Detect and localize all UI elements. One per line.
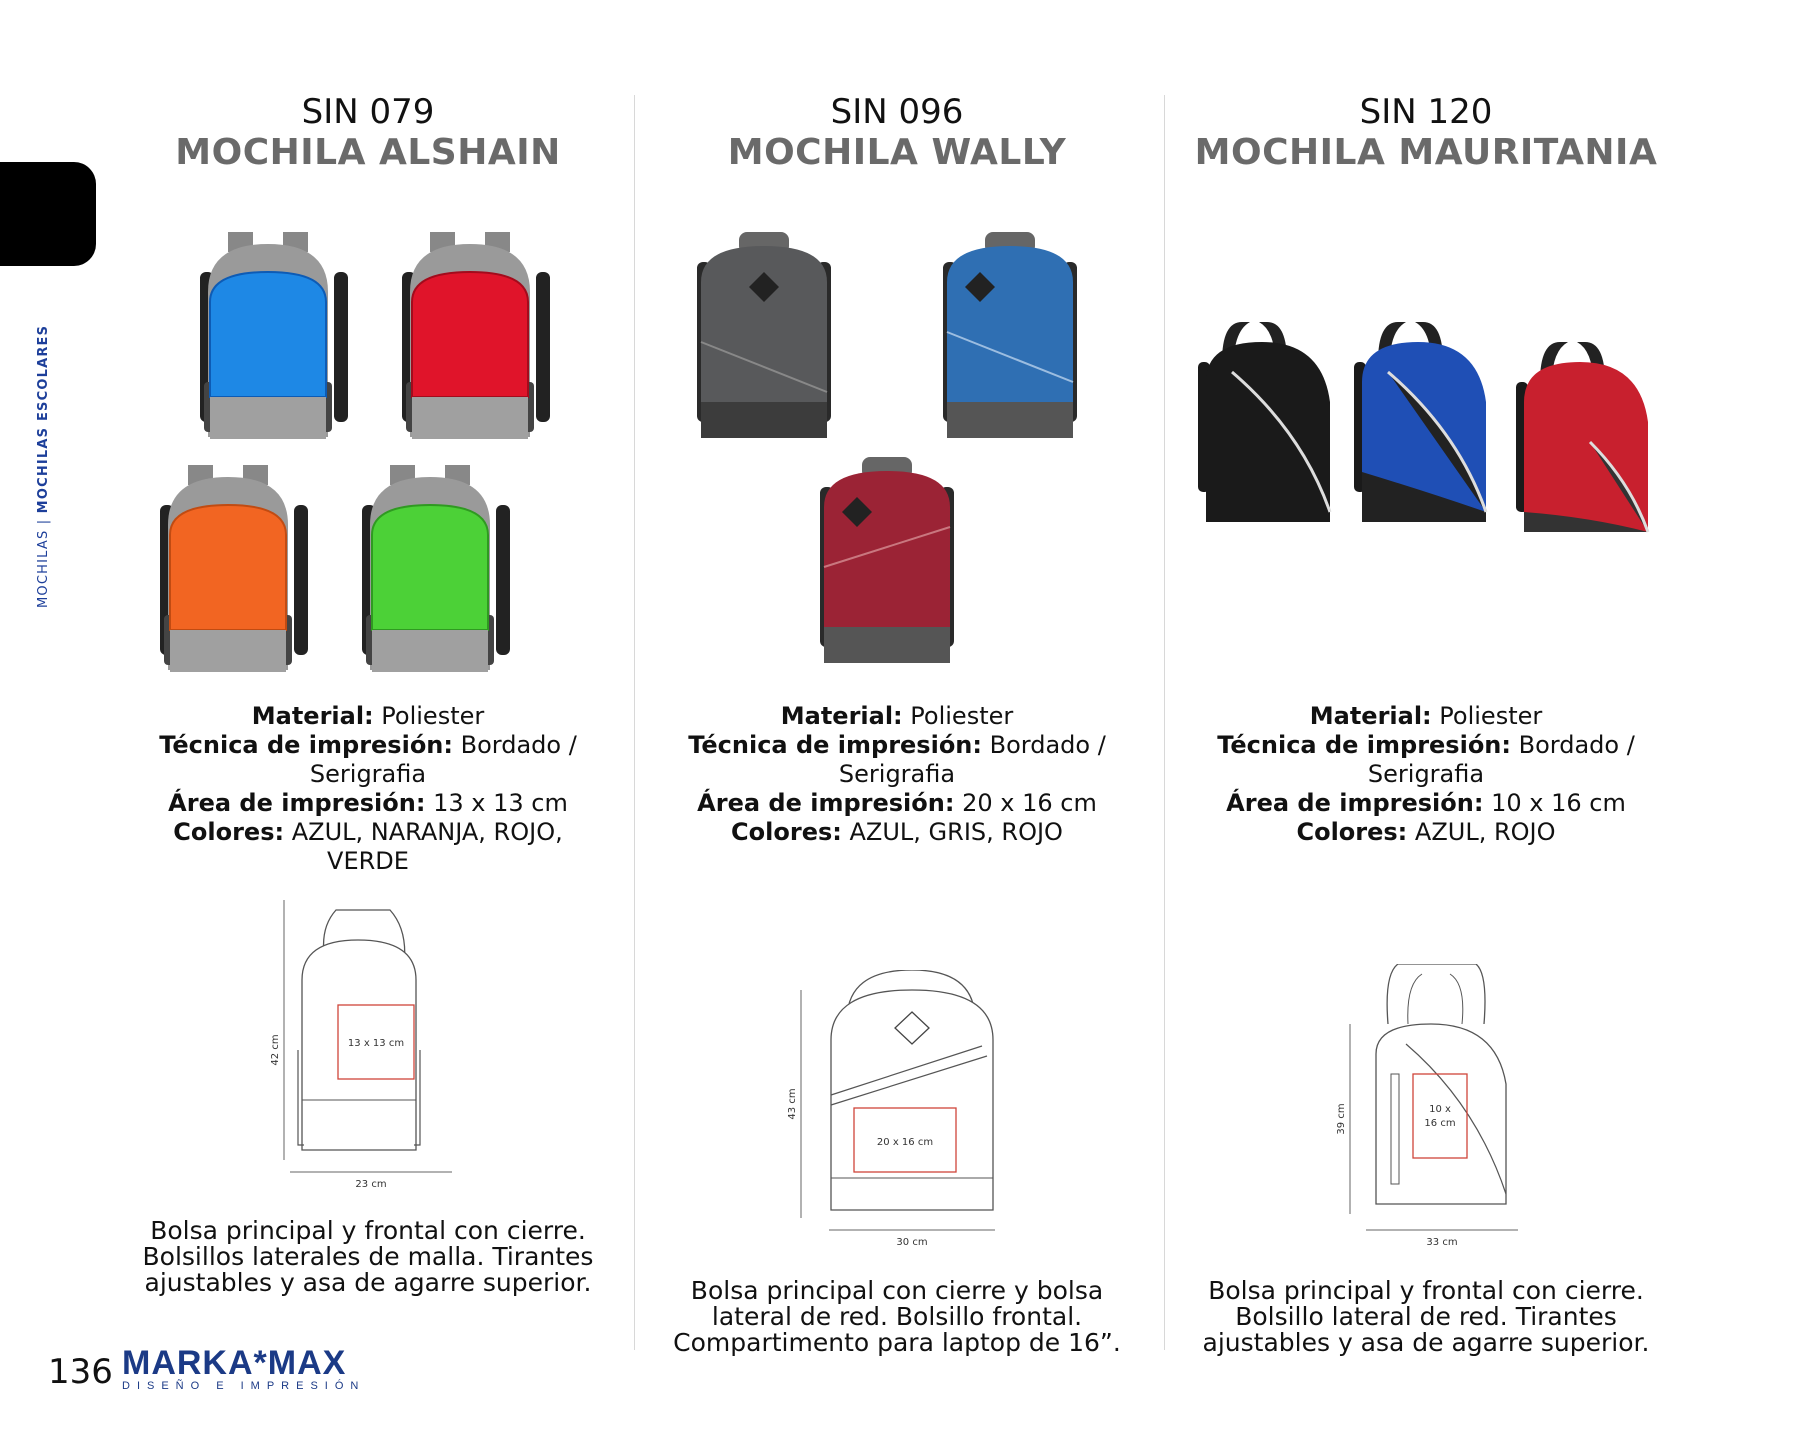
product-specs xyxy=(1176,702,1676,847)
product-column-sin079 xyxy=(118,92,618,1297)
product-specs xyxy=(118,702,618,876)
spec-tecnica: Técnica de impresión: Bordado / xyxy=(159,731,577,759)
product-name: MOCHILA WALLY xyxy=(727,132,1067,173)
width-dimension: 33 cm xyxy=(1426,1237,1458,1248)
height-dimension: 43 cm xyxy=(787,1088,798,1120)
section-tab xyxy=(0,162,96,266)
product-code: SIN 079 xyxy=(301,92,435,132)
spec-material: Material: Poliester xyxy=(251,702,485,730)
print-area-label-line1: 10 x xyxy=(1429,1104,1451,1115)
spec-area: Área de impresión: 13 x 13 cm xyxy=(168,789,568,817)
technical-drawing xyxy=(1176,964,1676,1254)
brand-logo xyxy=(122,1346,365,1392)
width-dimension: 30 cm xyxy=(896,1237,928,1248)
technical-drawing xyxy=(647,970,1147,1260)
spec-tecnica-cont: Serigrafia xyxy=(309,760,427,788)
product-photos xyxy=(647,212,1147,682)
product-name: MOCHILA MAURITANIA xyxy=(1194,132,1658,173)
brand-name: MARKA*MAX xyxy=(122,1344,347,1382)
product-photos xyxy=(1176,212,1676,682)
section-subcategory: MOCHILAS ESCOLARES xyxy=(36,324,51,514)
spec-colores: Colores: AZUL, NARANJA, ROJO, xyxy=(173,818,563,846)
product-description: Bolsa principal y frontal con cierre. Bolsillo lateral de red. Tirantes ajustables y asa de agarre superior. xyxy=(1202,1276,1650,1357)
product-description: Bolsa principal con cierre y bolsa lateral de red. Bolsillo frontal. Compartimento para laptop de 16”. xyxy=(673,1276,1121,1357)
technical-drawing xyxy=(118,900,618,1190)
column-divider xyxy=(1164,95,1165,1350)
spec-tecnica: Técnica de impresión: Bordado / xyxy=(1217,731,1635,759)
product-specs xyxy=(647,702,1147,847)
product-name: MOCHILA ALSHAIN xyxy=(175,132,561,173)
product-code: SIN 120 xyxy=(1359,92,1493,132)
spec-tecnica-cont: Serigrafia xyxy=(1367,760,1485,788)
spec-colores-cont: VERDE xyxy=(327,847,409,875)
spec-colores: Colores: AZUL, ROJO xyxy=(1296,818,1556,846)
spec-colores: Colores: AZUL, GRIS, ROJO xyxy=(731,818,1063,846)
section-label xyxy=(36,325,51,608)
height-dimension: 42 cm xyxy=(270,1034,281,1066)
brand-tagline: DISEÑO E IMPRESIÓN xyxy=(122,1380,366,1392)
page-number: 136 xyxy=(48,1352,113,1392)
product-code: SIN 096 xyxy=(830,92,964,132)
spec-tecnica-cont: Serigrafia xyxy=(838,760,956,788)
print-area-label: 13 x 13 cm xyxy=(347,1038,405,1049)
product-photos xyxy=(118,212,618,682)
spec-tecnica: Técnica de impresión: Bordado / xyxy=(688,731,1106,759)
section-category: MOCHILAS | xyxy=(36,518,51,608)
product-column-sin120 xyxy=(1176,92,1676,1357)
height-dimension: 39 cm xyxy=(1336,1103,1347,1135)
spec-area: Área de impresión: 10 x 16 cm xyxy=(1226,789,1626,817)
product-column-sin096 xyxy=(647,92,1147,1357)
spec-material: Material: Poliester xyxy=(1309,702,1543,730)
product-description: Bolsa principal y frontal con cierre. Bolsillos laterales de malla. Tirantes ajustables y asa de agarre superior. xyxy=(142,1216,594,1297)
width-dimension: 23 cm xyxy=(355,1179,387,1190)
backpack-blue xyxy=(210,272,326,397)
print-area-label-line2: 16 cm xyxy=(1424,1118,1456,1129)
print-area-label: 20 x 16 cm xyxy=(876,1137,934,1148)
spec-material: Material: Poliester xyxy=(780,702,1014,730)
column-divider xyxy=(634,95,635,1350)
spec-area: Área de impresión: 20 x 16 cm xyxy=(697,789,1097,817)
